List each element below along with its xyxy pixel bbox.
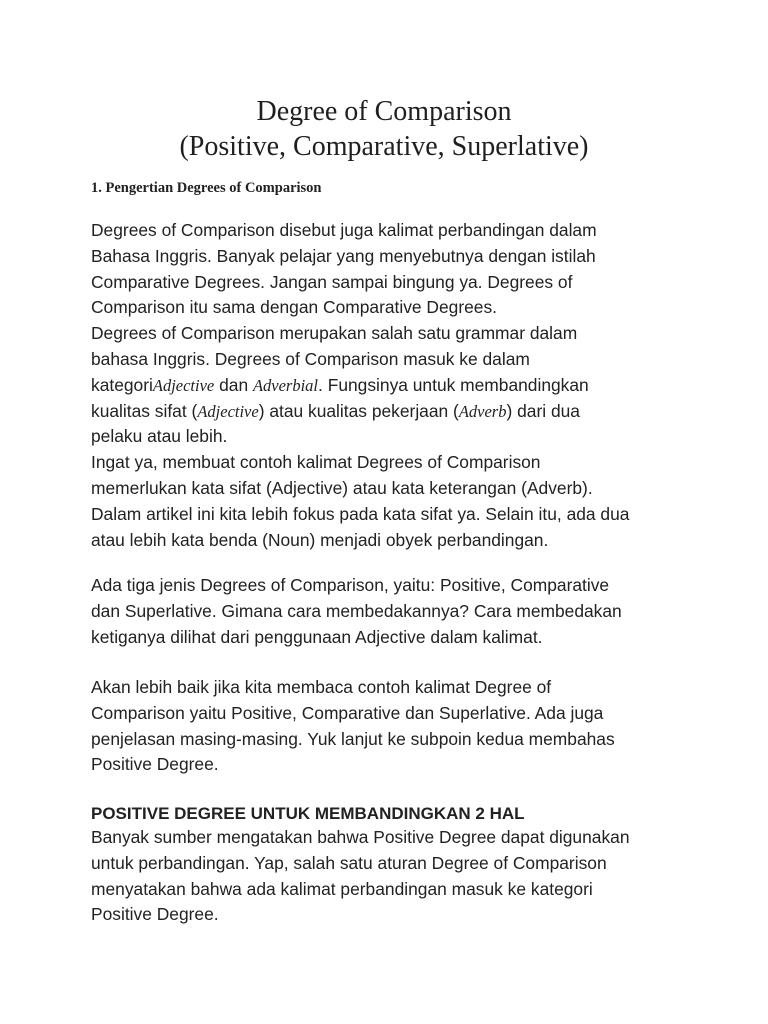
- text-line: Degrees of Comparison disebut juga kalimat perbandingan dalam: [91, 220, 597, 240]
- paragraph-definition: [91, 218, 691, 553]
- text-span: kualitas sifat (: [91, 400, 198, 421]
- text-span: ) dari dua: [506, 400, 580, 421]
- text-span: ) atau kualitas pekerjaan (: [258, 400, 459, 421]
- document-title: [0, 94, 768, 164]
- italic-term: Adverb: [458, 401, 507, 421]
- text-line: Positive Degree.: [91, 904, 219, 925]
- paragraph-types: [91, 573, 691, 650]
- text-line: Banyak sumber mengatakan bahwa Positive Degree dapat digunakan: [91, 827, 630, 847]
- text-line: Akan lebih baik jika kita membaca contoh kalimat Degree of: [91, 677, 552, 697]
- text-line: Comparison yaitu Positive, Comparative dan Superlative. Ada juga: [91, 702, 604, 723]
- italic-term: Adjective: [197, 401, 259, 421]
- title-line-1: Degree of Comparison: [256, 96, 512, 127]
- text-line: Bahasa Inggris. Banyak pelajar yang menyebutnya dengan istilah: [91, 245, 596, 266]
- text-line: atau lebih kata benda (Noun) menjadi obyek perbandingan.: [91, 529, 549, 550]
- text-line: penjelasan masing-masing. Yuk lanjut ke subpoin kedua membahas: [91, 728, 615, 749]
- text-line: Comparison itu sama dengan Comparative Degrees.: [91, 297, 497, 318]
- text-line: Degrees of Comparison merupakan salah satu grammar dalam: [91, 323, 578, 344]
- italic-term: Adjective: [152, 375, 215, 395]
- italic-term: Adverbial: [252, 375, 319, 395]
- title-line-2: (Positive, Comparative, Superlative): [179, 131, 589, 162]
- text-line: ketiganya dilihat dari penggunaan Adjective dalam kalimat.: [91, 626, 543, 647]
- text-line: Positive Degree.: [91, 754, 219, 775]
- text-line: untuk perbandingan. Yap, salah satu aturan Degree of Comparison: [91, 852, 607, 873]
- section-heading: 1. Pengertian Degrees of Comparison: [91, 180, 322, 196]
- text-line: Ada tiga jenis Degrees of Comparison, yaitu: Positive, Comparative: [91, 575, 610, 595]
- paragraph-positive-degree: [91, 825, 691, 928]
- paragraph-examples-intro: [91, 675, 691, 778]
- text-line: bahasa Inggris. Degrees of Comparison masuk ke dalam: [91, 348, 530, 369]
- positive-degree-heading: POSITIVE DEGREE UNTUK MEMBANDINGKAN 2 HAL: [91, 804, 525, 823]
- text-line: memerlukan kata sifat (Adjective) atau kata keterangan (Adverb).: [91, 477, 593, 498]
- text-span: dan: [214, 374, 253, 395]
- text-span: kategori: [91, 374, 153, 395]
- text-line: Dalam artikel ini kita lebih fokus pada kata sifat ya. Selain itu, ada dua: [91, 503, 630, 524]
- text-line-with-italics: [91, 399, 691, 425]
- text-line: Comparative Degrees. Jangan sampai bingung ya. Degrees of: [91, 271, 573, 292]
- text-span: . Fungsinya untuk membandingkan: [318, 374, 589, 395]
- text-line: menyatakan bahwa ada kalimat perbandingan masuk ke kategori: [91, 878, 593, 899]
- text-line: Ingat ya, membuat contoh kalimat Degrees of Comparison: [91, 452, 541, 473]
- text-line: pelaku atau lebih.: [91, 426, 228, 447]
- text-line-with-italics: [91, 373, 691, 399]
- text-line: dan Superlative. Gimana cara membedakannya? Cara membedakan: [91, 600, 622, 621]
